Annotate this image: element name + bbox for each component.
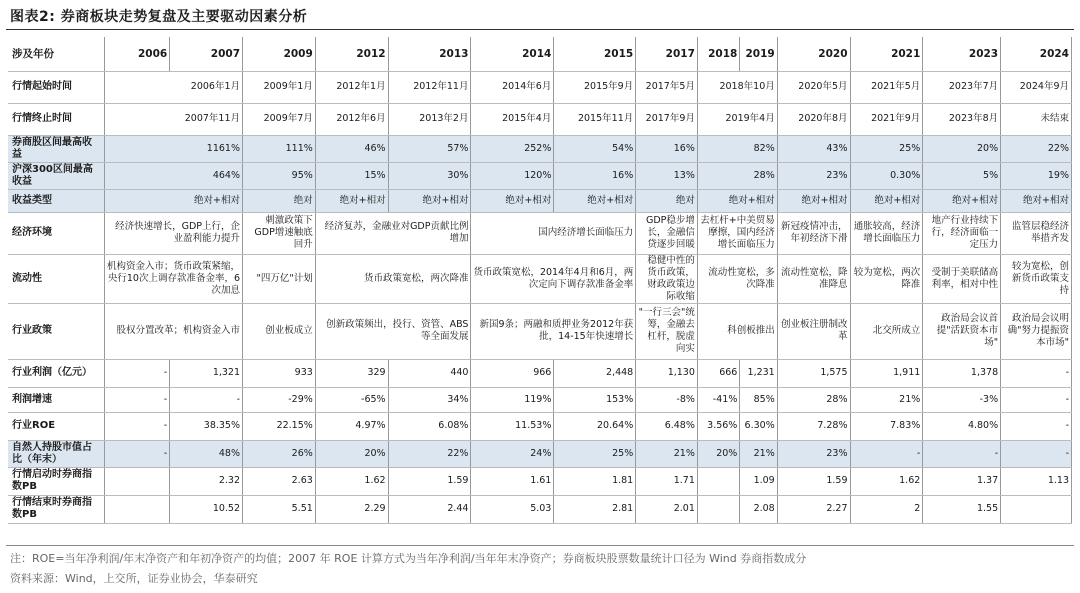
- row-label: 行情启动时券商指数PB: [8, 467, 104, 495]
- year-cell: 2009: [243, 37, 316, 71]
- table-cell: -65%: [315, 387, 388, 412]
- table-cell: 464%: [104, 162, 242, 189]
- table-cell: 252%: [471, 135, 554, 162]
- table-cell: 2013年2月: [388, 103, 471, 135]
- table-cell: 货币政策宽松，2014年4月和6月，两次定向下调存款准备金率: [471, 254, 636, 303]
- year-cell: 2012: [315, 37, 388, 71]
- table-cell: 20%: [697, 440, 739, 467]
- table-cell: 1.59: [777, 467, 850, 495]
- table-cell: 流动性宽松，降准降息: [777, 254, 850, 303]
- table-cell: 去杠杆+中美贸易摩擦，国内经济增长面临压力: [697, 212, 777, 254]
- row-label: 利润增速: [8, 387, 104, 412]
- table-row-broker-max: [8, 135, 1072, 162]
- table-cell: 20%: [923, 135, 1001, 162]
- table-cell: 111%: [243, 135, 316, 162]
- table-cell: 绝对: [243, 189, 316, 212]
- table-cell: 6.08%: [388, 412, 471, 440]
- table-cell: -: [923, 440, 1001, 467]
- table-cell: 2015年4月: [471, 103, 554, 135]
- table-cell: 23%: [777, 162, 850, 189]
- row-label: 沪深300区间最高收益: [8, 162, 104, 189]
- table-cell: 新国9条；两融和质押业务2012年获批，14-15年快速增长: [471, 303, 636, 359]
- table-cell: 流动性宽松，多次降准: [697, 254, 777, 303]
- table-cell: 1.81: [554, 467, 636, 495]
- table-cell: 1.62: [315, 467, 388, 495]
- table-cell: -: [1001, 359, 1072, 387]
- table-cell: 440: [388, 359, 471, 387]
- table-cell: 0.30%: [850, 162, 923, 189]
- header-label: 涉及年份: [8, 37, 104, 71]
- table-cell: [104, 495, 170, 523]
- year-cell: 2014: [471, 37, 554, 71]
- table-cell: 21%: [850, 387, 923, 412]
- table-cell: 1161%: [104, 135, 242, 162]
- table-cell: 7.83%: [850, 412, 923, 440]
- table-cell: -29%: [243, 387, 316, 412]
- table-cell: 北交所成立: [850, 303, 923, 359]
- table-cell: 21%: [740, 440, 777, 467]
- table-cell: 2.81: [554, 495, 636, 523]
- row-label: 行情起始时间: [8, 71, 104, 103]
- table-cell: 刺激政策下GDP增速触底回升: [243, 212, 316, 254]
- table-cell: 6.30%: [740, 412, 777, 440]
- table-cell: 16%: [554, 162, 636, 189]
- table-cell: 绝对+相对: [777, 189, 850, 212]
- table-cell: 3.56%: [697, 412, 739, 440]
- table-cell: -: [104, 359, 170, 387]
- year-cell: 2006: [104, 37, 170, 71]
- table-cell: 6.48%: [636, 412, 698, 440]
- table-cell: 受制于美联储高利率，相对中性: [923, 254, 1001, 303]
- table-cell: 22.15%: [243, 412, 316, 440]
- table-cell: [697, 467, 739, 495]
- table-cell: 1.55: [923, 495, 1001, 523]
- table-cell: 2009年1月: [243, 71, 316, 103]
- table-cell: 5%: [923, 162, 1001, 189]
- table-row-industry-policy: [8, 303, 1072, 359]
- year-cell: 2021: [850, 37, 923, 71]
- row-label: 自然人持股市值占比（年末）: [8, 440, 104, 467]
- table-cell: 1.59: [388, 467, 471, 495]
- table-cell: 7.28%: [777, 412, 850, 440]
- title-divider: [6, 29, 1074, 30]
- table-cell: 46%: [315, 135, 388, 162]
- year-cell: 2020: [777, 37, 850, 71]
- year-cell: 2018: [697, 37, 739, 71]
- table-cell: 2.27: [777, 495, 850, 523]
- row-label: 经济环境: [8, 212, 104, 254]
- table-cell: 16%: [636, 135, 698, 162]
- table-cell: 21%: [636, 440, 698, 467]
- table-cell: 28%: [697, 162, 777, 189]
- table-cell: 1,911: [850, 359, 923, 387]
- table-cell: 38.35%: [170, 412, 243, 440]
- table-cell: 经济复苏，金融业对GDP贡献比例增加: [315, 212, 471, 254]
- table-cell: 2015年11月: [554, 103, 636, 135]
- table-cell: -: [104, 412, 170, 440]
- table-cell: 稳健中性的货币政策，财政政策边际收缩: [636, 254, 698, 303]
- table-cell: 绝对+相对: [104, 189, 242, 212]
- table-cell: 13%: [636, 162, 698, 189]
- table-cell: 2.08: [740, 495, 777, 523]
- table-cell: 股权分置改革；机构资金入市: [104, 303, 242, 359]
- table-cell: 15%: [315, 162, 388, 189]
- year-cell: 2015: [554, 37, 636, 71]
- row-label: 行业ROE: [8, 412, 104, 440]
- table-cell: -: [104, 387, 170, 412]
- table-row-start-time: [8, 71, 1072, 103]
- table-cell: 绝对+相对: [471, 189, 554, 212]
- table-cell: 22%: [1001, 135, 1072, 162]
- table-cell: 未结束: [1001, 103, 1072, 135]
- table-row-hs300-max: [8, 162, 1072, 189]
- table-cell: 329: [315, 359, 388, 387]
- year-cell: 2023: [923, 37, 1001, 71]
- table-cell: 绝对+相对: [1001, 189, 1072, 212]
- table-cell: 1.09: [740, 467, 777, 495]
- table-cell: [1001, 495, 1072, 523]
- table-cell: 2015年9月: [554, 71, 636, 103]
- table-cell: 2019年4月: [697, 103, 777, 135]
- table-cell: -: [850, 440, 923, 467]
- table-cell: 1,321: [170, 359, 243, 387]
- table-cell: "四万亿"计划: [243, 254, 316, 303]
- footnotes: [10, 549, 806, 589]
- table-cell: 绝对+相对: [388, 189, 471, 212]
- table-cell: 监管层稳经济举措齐发: [1001, 212, 1072, 254]
- table-cell: 绝对+相对: [697, 189, 777, 212]
- table-cell: 2.44: [388, 495, 471, 523]
- table-cell: -: [104, 440, 170, 467]
- table-cell: -: [1001, 387, 1072, 412]
- table-cell: 2017年5月: [636, 71, 698, 103]
- table-cell: 1.37: [923, 467, 1001, 495]
- table-cell: 5.51: [243, 495, 316, 523]
- table-cell: 34%: [388, 387, 471, 412]
- table-cell: 2.32: [170, 467, 243, 495]
- table-cell: 1.62: [850, 467, 923, 495]
- table-cell: 1,575: [777, 359, 850, 387]
- table-cell: 85%: [740, 387, 777, 412]
- year-cell: 2007: [170, 37, 243, 71]
- year-cell: 2024: [1001, 37, 1072, 71]
- header-row: [8, 37, 1072, 71]
- table-cell: 95%: [243, 162, 316, 189]
- table-cell: 2.63: [243, 467, 316, 495]
- table-cell: 2017年9月: [636, 103, 698, 135]
- table-cell: 较为宽松，两次降准: [850, 254, 923, 303]
- table-cell: 11.53%: [471, 412, 554, 440]
- table-cell: 966: [471, 359, 554, 387]
- table-cell: 1,378: [923, 359, 1001, 387]
- table-cell: 科创板推出: [697, 303, 777, 359]
- table-cell: 1.13: [1001, 467, 1072, 495]
- table-cell: 82%: [697, 135, 777, 162]
- table-row-return-type: [8, 189, 1072, 212]
- table-cell: 26%: [243, 440, 316, 467]
- table-cell: 2021年5月: [850, 71, 923, 103]
- table-cell: -: [170, 387, 243, 412]
- table-cell: 10.52: [170, 495, 243, 523]
- row-label: 行情结束时券商指数PB: [8, 495, 104, 523]
- table-cell: 新冠疫情冲击，年初经济下滑: [777, 212, 850, 254]
- table-cell: 2.01: [636, 495, 698, 523]
- row-label: 行情终止时间: [8, 103, 104, 135]
- table-cell: -3%: [923, 387, 1001, 412]
- table-row-growth: [8, 387, 1072, 412]
- table-cell: 2023年8月: [923, 103, 1001, 135]
- table-cell: 22%: [388, 440, 471, 467]
- table-cell: 2,448: [554, 359, 636, 387]
- table-cell: 2018年10月: [697, 71, 777, 103]
- table-cell: 国内经济增长面临压力: [471, 212, 636, 254]
- table-cell: [104, 467, 170, 495]
- table-cell: 经济快速增长，GDP上行，企业盈利能力提升: [104, 212, 242, 254]
- table-bottom-divider: [6, 545, 1074, 546]
- table-cell: -: [1001, 412, 1072, 440]
- row-label: 流动性: [8, 254, 104, 303]
- table-row-pb-end: [8, 495, 1072, 523]
- table-cell: 2007年11月: [104, 103, 242, 135]
- table-cell: 1,130: [636, 359, 698, 387]
- table-cell: 19%: [1001, 162, 1072, 189]
- table-cell: 创业板成立: [243, 303, 316, 359]
- table-cell: GDP稳步增长，金融信贷逐步回暖: [636, 212, 698, 254]
- table-cell: 119%: [471, 387, 554, 412]
- table-cell: 23%: [777, 440, 850, 467]
- table-cell: 较为宽松，创新货币政策支持: [1001, 254, 1072, 303]
- table-cell: 创业板注册制改革: [777, 303, 850, 359]
- table-row-economy: [8, 212, 1072, 254]
- table-cell: 1.61: [471, 467, 554, 495]
- table-cell: 48%: [170, 440, 243, 467]
- table-cell: 绝对: [636, 189, 698, 212]
- table-cell: 2.29: [315, 495, 388, 523]
- table-cell: 25%: [554, 440, 636, 467]
- table-cell: -: [1001, 440, 1072, 467]
- table-cell: 绝对+相对: [850, 189, 923, 212]
- table-cell: [697, 495, 739, 523]
- table-row-retail-share: [8, 440, 1072, 467]
- table-cell: 绝对+相对: [923, 189, 1001, 212]
- table-cell: 2012年1月: [315, 71, 388, 103]
- table-row-profit: [8, 359, 1072, 387]
- table-cell: 57%: [388, 135, 471, 162]
- table-cell: 54%: [554, 135, 636, 162]
- table-cell: 2006年1月: [104, 71, 242, 103]
- table-row-pb-start: [8, 467, 1072, 495]
- table-cell: 2: [850, 495, 923, 523]
- table-row-roe: [8, 412, 1072, 440]
- note-text: 注：ROE=当年净利润/年末净资产和年初净资产的均值；2007 年 ROE 计算方式为当年净利润/当年年末净资产；券商板块股票数量统计口径为 Wind 券商指数成分: [10, 552, 807, 565]
- table-cell: 2024年9月: [1001, 71, 1072, 103]
- table-cell: 28%: [777, 387, 850, 412]
- figure-title: 图表2: 券商板块走势复盘及主要驱动因素分析: [10, 9, 308, 25]
- table-cell: 地产行业持续下行，经济面临一定压力: [923, 212, 1001, 254]
- source-text: 资料来源：Wind，上交所，证券业协会，华泰研究: [10, 572, 258, 585]
- table-cell: 24%: [471, 440, 554, 467]
- table-cell: 2009年7月: [243, 103, 316, 135]
- table-cell: 933: [243, 359, 316, 387]
- table-row-end-time: [8, 103, 1072, 135]
- table-cell: 43%: [777, 135, 850, 162]
- table-cell: 1.71: [636, 467, 698, 495]
- table-cell: 153%: [554, 387, 636, 412]
- row-label: 券商股区间最高收益: [8, 135, 104, 162]
- table-cell: 绝对+相对: [554, 189, 636, 212]
- table-cell: 通胀较高，经济增长面临压力: [850, 212, 923, 254]
- table-cell: 政治局会议明确"努力提振资本市场": [1001, 303, 1072, 359]
- table-cell: 5.03: [471, 495, 554, 523]
- table-cell: -41%: [697, 387, 739, 412]
- table-cell: 机构资金入市；货币政策紧缩，央行10次上调存款准备金率，6次加息: [104, 254, 242, 303]
- table-cell: 20%: [315, 440, 388, 467]
- table-cell: 2012年6月: [315, 103, 388, 135]
- table-cell: 货币政策宽松，两次降准: [315, 254, 471, 303]
- year-cell: 2019: [740, 37, 777, 71]
- table-cell: 创新政策频出，投行、资管、ABS等全面发展: [315, 303, 471, 359]
- table-row-liquidity: [8, 254, 1072, 303]
- table-cell: "一行三会"统筹，金融去杠杆，脱虚向实: [636, 303, 698, 359]
- table-cell: 4.97%: [315, 412, 388, 440]
- row-label: 收益类型: [8, 189, 104, 212]
- table-cell: 4.80%: [923, 412, 1001, 440]
- table-cell: 2023年7月: [923, 71, 1001, 103]
- row-label: 行业利润（亿元）: [8, 359, 104, 387]
- table-cell: 120%: [471, 162, 554, 189]
- year-cell: 2017: [636, 37, 698, 71]
- table-cell: 2014年6月: [471, 71, 554, 103]
- table-cell: 30%: [388, 162, 471, 189]
- table-cell: 666: [697, 359, 739, 387]
- year-cell: 2013: [388, 37, 471, 71]
- row-label: 行业政策: [8, 303, 104, 359]
- table-cell: 2020年8月: [777, 103, 850, 135]
- table-cell: 1,231: [740, 359, 777, 387]
- table-cell: -8%: [636, 387, 698, 412]
- table-cell: 20.64%: [554, 412, 636, 440]
- table-cell: 绝对+相对: [315, 189, 388, 212]
- analysis-table: [8, 37, 1072, 524]
- table-cell: 2020年5月: [777, 71, 850, 103]
- table-cell: 政治局会议首提"活跃资本市场": [923, 303, 1001, 359]
- table-cell: 2021年9月: [850, 103, 923, 135]
- table-cell: 25%: [850, 135, 923, 162]
- table-cell: 2012年11月: [388, 71, 471, 103]
